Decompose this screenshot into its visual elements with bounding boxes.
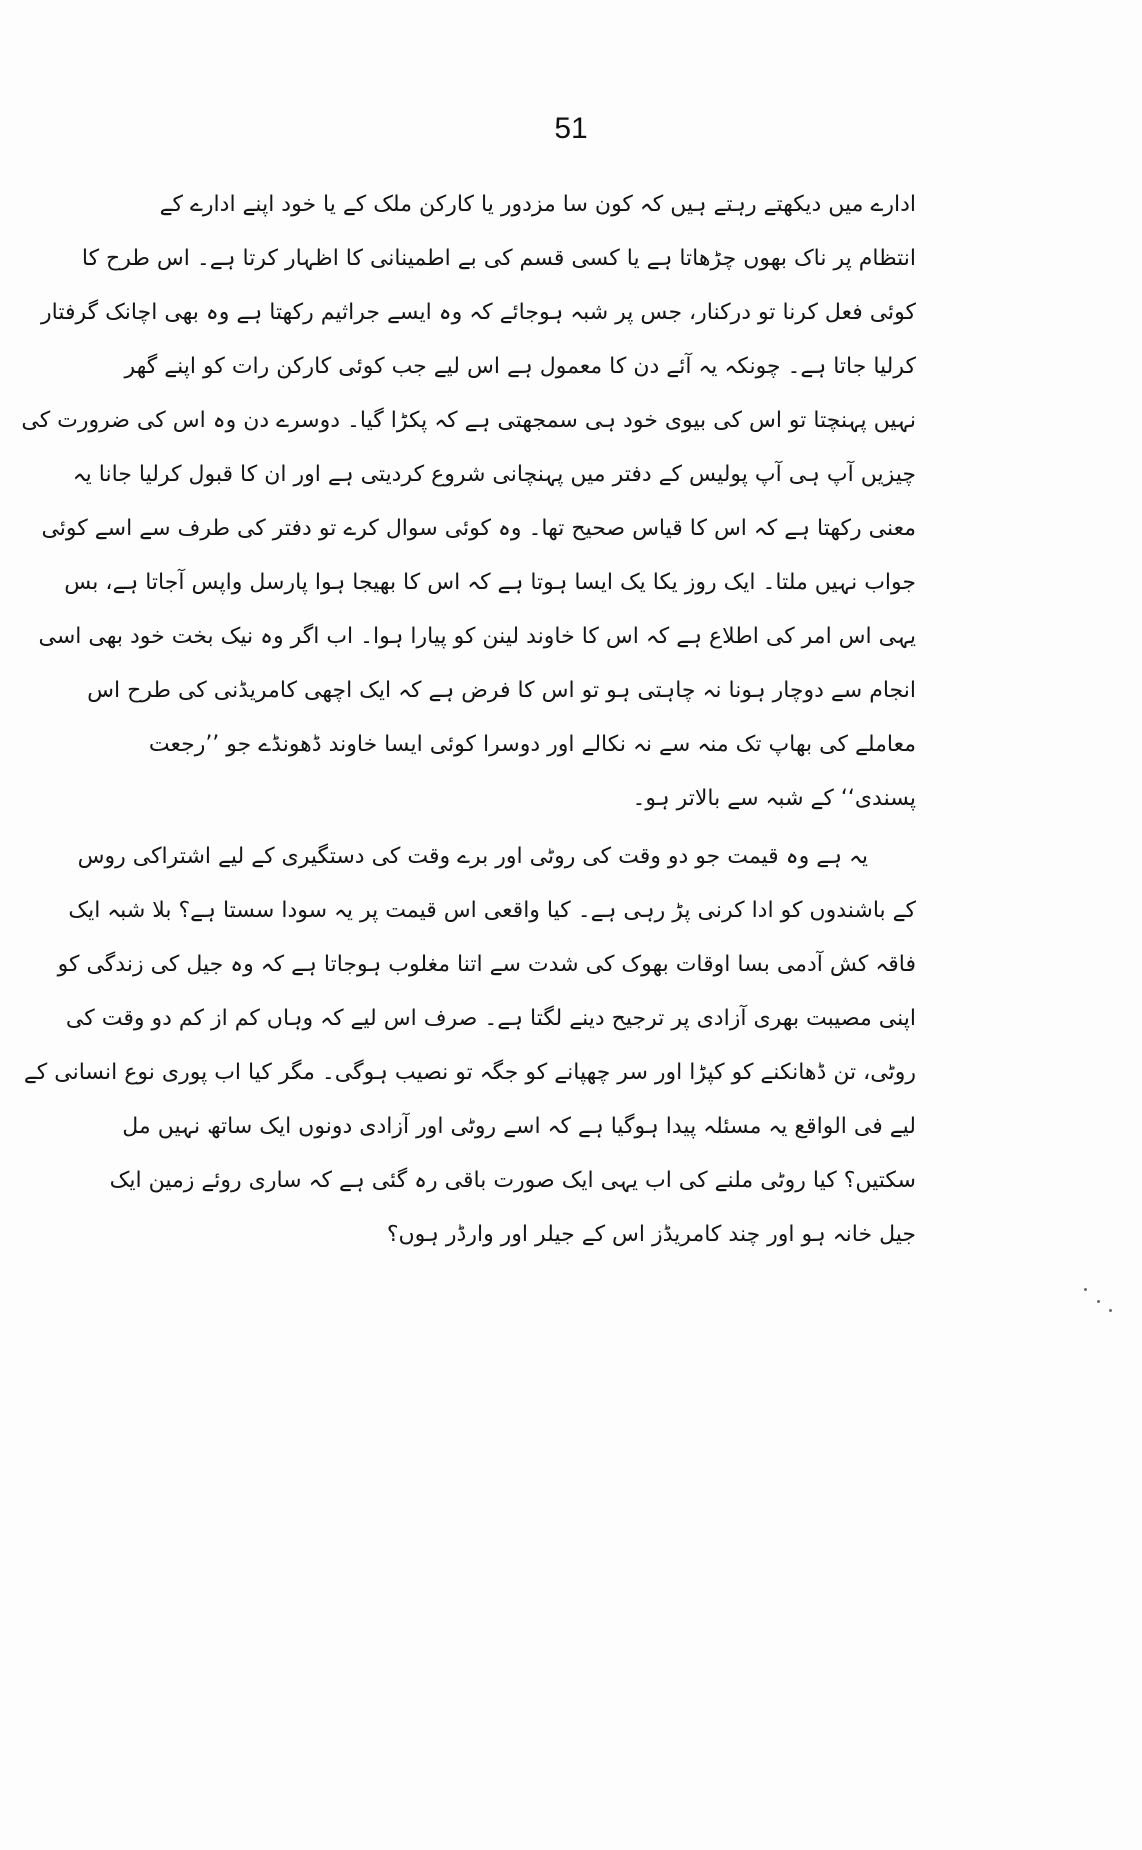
scan-speck [1084, 1288, 1087, 1291]
text-line: جیل خانہ ہو اور چند کامریڈز اس کے جیلر اور وارڈر ہوں؟ [386, 1222, 916, 1247]
text-line: معنی رکھتا ہے کہ اس کا قیاس صحیح تھا۔ وہ کوئی سوال کرے تو دفتر کی طرف سے اسے کوئی [41, 516, 916, 541]
scan-speck [1097, 1300, 1100, 1303]
text-line: یہی اس امر کی اطلاع ہے کہ اس کا خاوند لینن کو پیارا ہوا۔ اب اگر وہ نیک بخت خود بھی اسی [38, 624, 916, 649]
text-line: جواب نہیں ملتا۔ ایک روز یکا یک ایسا ہوتا ہے کہ اس کا بھیجا ہوا پارسل واپس آجاتا ہے، بس [64, 570, 916, 595]
text-line: اپنی مصیبت بھری آزادی پر ترجیح دینے لگتا ہے۔ صرف اس لیے کہ وہاں کم از کم دو وقت کی [65, 1006, 916, 1031]
paragraph [21, 178, 916, 826]
text-line: کرلیا جاتا ہے۔ چونکہ یہ آئے دن کا معمول ہے اس لیے جب کوئی کارکن رات کو اپنے گھر [124, 354, 916, 379]
text-line: روٹی، تن ڈھانکنے کو کپڑا اور سر چھپانے کو جگہ تو نصیب ہوگی۔ مگر کیا اب پوری نوع انسانی کے [23, 1060, 916, 1085]
text-line: چیزیں آپ ہی آپ پولیس کے دفتر میں پہنچانی شروع کردیتی ہے اور ان کا قبول کرلیا جانا یہ [72, 462, 916, 487]
text-line: کے باشندوں کو ادا کرنی پڑ رہی ہے۔ کیا واقعی اس قیمت پر یہ سودا سستا ہے؟ بلا شبہ ایک [68, 898, 916, 923]
text-line: فاقہ کش آدمی بسا اوقات بھوک کی شدت سے اتنا مغلوب ہوجاتا ہے کہ وہ جیل کی زندگی کو [57, 952, 916, 977]
paragraph [23, 830, 916, 1262]
text-line: سکتیں؟ کیا روٹی ملنے کی اب یہی ایک صورت باقی رہ گئی ہے کہ ساری روئے زمین ایک [109, 1168, 916, 1193]
page-number: 51 [554, 112, 588, 145]
text-line: معاملے کی بھاپ تک منہ سے نہ نکالے اور دوسرا کوئی ایسا خاوند ڈھونڈے جو ’’رجعت [148, 732, 916, 757]
text-line: ادارے میں دیکھتے رہتے ہیں کہ کون سا مزدور یا کارکن ملک کے یا خود اپنے ادارے کے [159, 192, 916, 217]
text-line: انتظام پر ناک بھوں چڑھاتا ہے یا کسی قسم کی بے اطمینانی کا اظہار کرتا ہے۔ اس طرح کا [81, 246, 916, 271]
text-line: نہیں پہنچتا تو اس کی بیوی خود ہی سمجھتی ہے کہ پکڑا گیا۔ دوسرے دن وہ اس کی ضرورت کی [21, 408, 916, 433]
text-line: انجام سے دوچار ہونا نہ چاہتی ہو تو اس کا فرض ہے کہ ایک اچھی کامریڈنی کی طرح اس [87, 678, 916, 703]
text-line: لیے فی الواقع یہ مسئلہ پیدا ہوگیا ہے کہ اسے روٹی اور آزادی دونوں ایک ساتھ نہیں مل [122, 1114, 916, 1139]
body-text [21, 178, 916, 1262]
text-line: کوئی فعل کرنا تو درکنار، جس پر شبہ ہوجائے کہ وہ ایسے جراثیم رکھتا ہے وہ بھی اچانک گرفتار [41, 300, 916, 325]
scan-speck [1109, 1309, 1112, 1312]
text-line: پسندی‘‘ کے شبہ سے بالاتر ہو۔ [632, 786, 916, 811]
text-line: یہ ہے وہ قیمت جو دو وقت کی روٹی اور برے وقت کی دستگیری کے لیے اشتراکی روس [77, 844, 868, 869]
